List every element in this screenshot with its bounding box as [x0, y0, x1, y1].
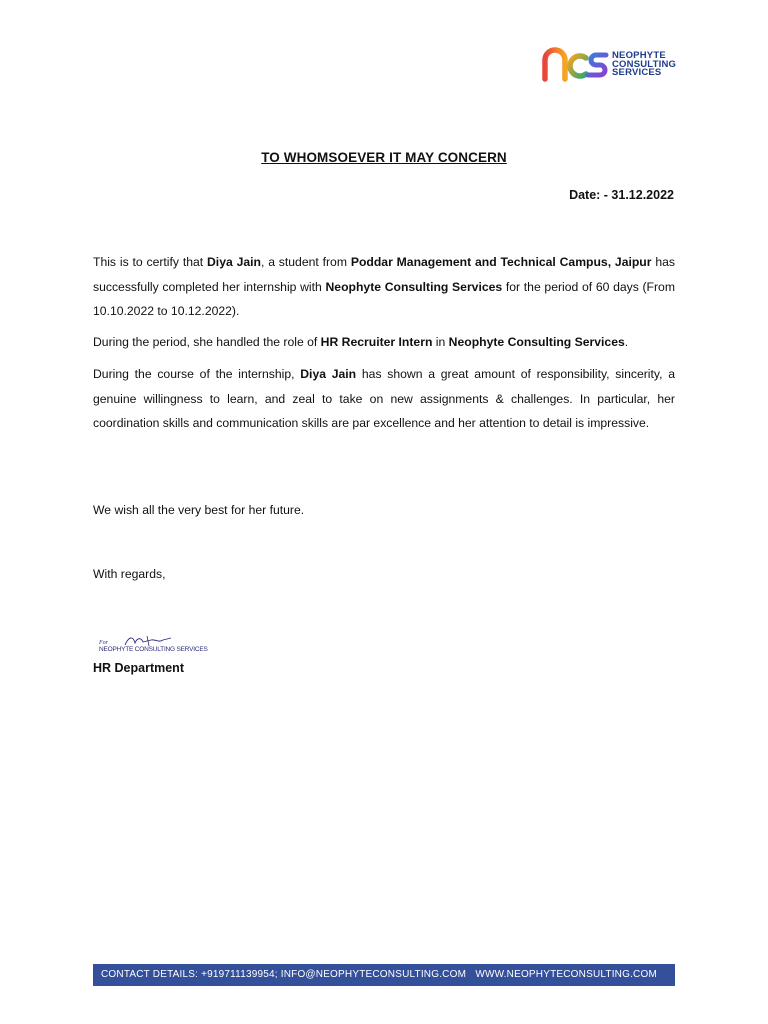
logo-line: NEOPHYTE [612, 50, 666, 61]
footer-contact: CONTACT DETAILS: +919711139954; INFO@NEOPHYTECONSULTING.COM [101, 969, 467, 980]
signature-company: NEOPHYTE CONSULTING SERVICES [99, 646, 208, 653]
role-title: HR Recruiter Intern [320, 335, 433, 349]
footer-website-link[interactable]: WWW.NEOPHYTECONSULTING.COM [475, 969, 657, 980]
logo-wordmark [612, 52, 676, 78]
institution-name: Poddar Management and Technical Campus, Jaipur [350, 255, 652, 269]
letter-date: Date: - 31.12.2022 [569, 188, 674, 202]
role-paragraph: During the period, she handled the role of HR Recruiter Intern in Neophyte Consulting Services. [93, 335, 629, 349]
letter-title: TO WHOMSOEVER IT MAY CONCERN [261, 150, 507, 165]
signature-stamp [97, 634, 207, 658]
closing-wish: We wish all the very best for her future. [93, 503, 305, 517]
company-logo [542, 46, 682, 84]
company-name: Neophyte Consulting Services [325, 279, 503, 294]
signature-for: For [99, 640, 108, 646]
company-name: Neophyte Consulting Services [448, 335, 625, 349]
logo-line: SERVICES [612, 67, 662, 78]
logo-line: CONSULTING [612, 58, 677, 70]
signature-scribble-icon [121, 634, 181, 648]
regards-line: With regards, [93, 567, 166, 581]
intern-name: Diya Jain [207, 255, 261, 269]
signatory-department: HR Department [93, 661, 184, 675]
ncs-logo-icon [542, 46, 610, 82]
intern-name: Diya Jain [300, 367, 357, 381]
certification-paragraph: This is to certify that Diya Jain, a student from Poddar Management and Technical Campus, Jaipur has successfully completed her internship with Neophyte Consulting Services for the period of 60 days (From 10.10.2022 to 10.12.2022). [93, 255, 675, 318]
performance-paragraph: During the course of the internship, Diya Jain has shown a great amount of responsibility, sincerity, a genuine willingness to learn, and zeal to take on new assignments & challenges. In particular, her coordination skills and communication skills are par excellence and her attention to detail is impressive. [93, 367, 675, 430]
footer-bar [93, 964, 675, 986]
